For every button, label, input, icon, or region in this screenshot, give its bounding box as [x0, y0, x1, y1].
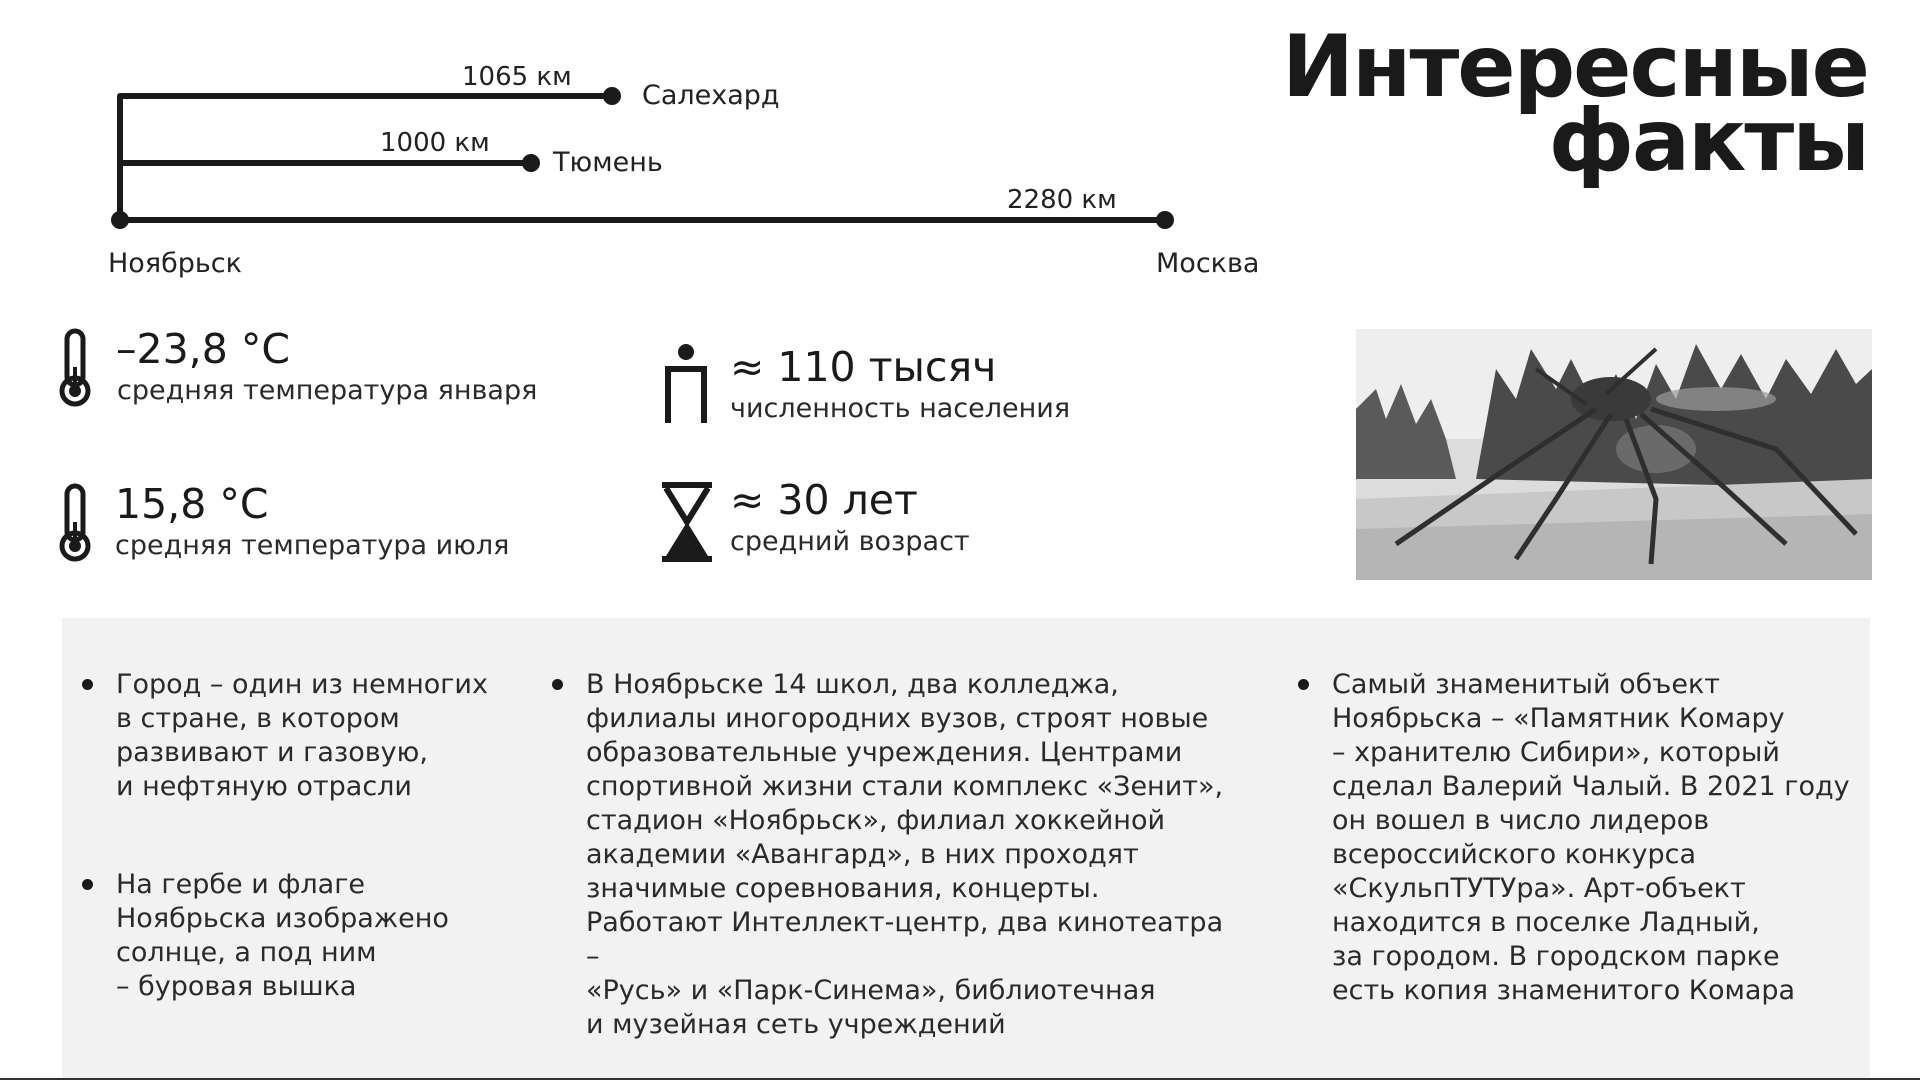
info-panel — [62, 618, 1870, 1080]
origin-dot — [111, 211, 129, 229]
info-column-3 — [1298, 668, 1858, 1008]
city-label-salekhard: Салехард — [642, 80, 780, 111]
bullet-text: Город – один из немногих в стране, в котором развивают и газовую, и нефтяную отрасли — [116, 669, 488, 802]
page-title — [1282, 17, 1868, 191]
fact-value: ≈ 110 тысяч — [730, 343, 997, 391]
info-bullet — [552, 668, 1232, 1042]
sculpture-illustration — [1356, 329, 1872, 580]
fact-caption: средний возраст — [730, 526, 970, 557]
bullet-text: На гербе и флаге Ноябрьска изображено солнце, а под ним – буровая вышка — [116, 869, 449, 1002]
info-bullet — [1298, 668, 1858, 1008]
info-bullet — [82, 868, 502, 1004]
person-icon — [662, 343, 710, 425]
hourglass-icon — [662, 482, 712, 562]
bullet-dot — [82, 679, 93, 690]
endpoint-dot-tyumen — [522, 154, 540, 172]
fact-caption: численность населения — [730, 393, 1071, 424]
bullet-text: Самый знаменитый объект Ноябрьска – «Памятник Комару – хранителю Сибири», который сделал Валерий Чалый. В 2021 году он вошел в число лидеров всероссийского конкурса «СкульпТУТУра». Арт-объект находится в поселке Ладный, за городом. В городском парке есть копия знаменитого Комара — [1332, 669, 1850, 1006]
fact-value: –23,8 °С — [116, 325, 290, 373]
distance-diagram — [0, 0, 1300, 300]
fact-value: 15,8 °С — [115, 480, 269, 528]
fact-caption: средняя температура января — [117, 375, 538, 406]
city-label-tyumen: Тюмень — [553, 147, 663, 178]
distance-label-salekhard: 1065 км — [462, 62, 572, 92]
title-line-2: факты — [1548, 91, 1868, 191]
thermometer-icon — [55, 327, 95, 409]
info-bullet — [82, 668, 502, 804]
fact-value: ≈ 30 лет — [730, 476, 918, 524]
bullet-dot — [1298, 679, 1309, 690]
thermometer-icon — [55, 482, 95, 564]
info-column-2 — [552, 668, 1232, 1042]
endpoint-dot-salekhard — [603, 87, 621, 105]
bullet-dot — [552, 679, 563, 690]
endpoint-dot-moscow — [1156, 211, 1174, 229]
fact-caption: средняя температура июля — [115, 530, 510, 561]
bullet-text: В Ноябрьске 14 школ, два колледжа, филиалы иногородних вузов, строят новые образовательные учреждения. Центрами спортивной жизни стали комплекс «Зенит», стадион «Ноябрьск», филиал хоккейной академии «Авангард», в них проходят значимые соревнования, концерты. Работают Интеллект-центр, два кинотеатра – «Русь» и «Парк-Синема», библиотечная и музейная сеть учреждений — [586, 669, 1224, 1040]
title-line-1: Интересные — [1282, 17, 1868, 117]
city-label-moscow: Москва — [1156, 248, 1260, 279]
mosquito-sculpture-photo — [1356, 329, 1872, 580]
city-label-origin: Ноябрьск — [108, 248, 242, 279]
info-column-1 — [82, 668, 502, 1004]
bullet-dot — [82, 879, 93, 890]
distance-label-moscow: 2280 км — [1007, 185, 1117, 215]
distance-label-tyumen: 1000 км — [380, 128, 490, 158]
